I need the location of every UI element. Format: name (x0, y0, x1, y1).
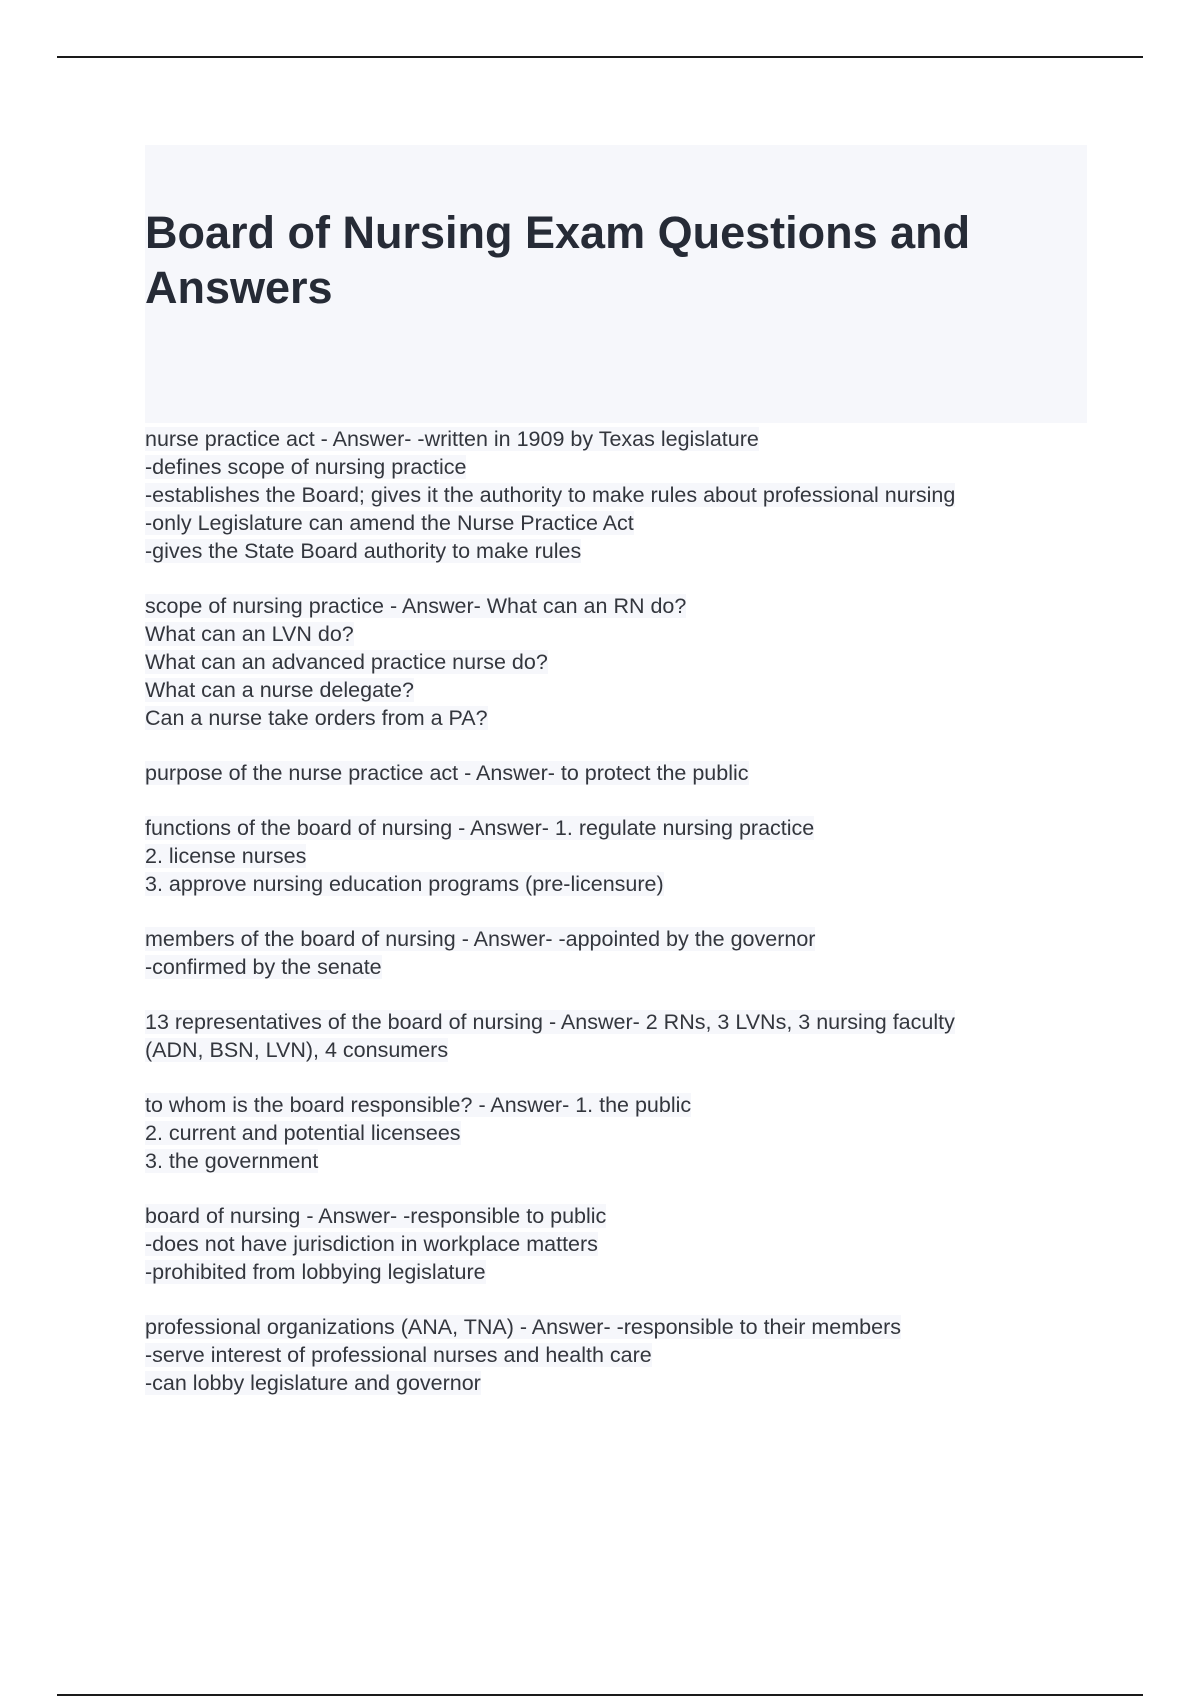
qa-entry-members (145, 925, 1105, 981)
top-rule (57, 56, 1143, 58)
qa-line: -establishes the Board; gives it the authority to make rules about professional nursing (145, 483, 956, 507)
qa-line: 3. the government (145, 1149, 319, 1173)
qa-line: board of nursing - Answer- -responsible to public (145, 1204, 607, 1228)
qa-line: members of the board of nursing - Answer- -appointed by the governor (145, 927, 816, 951)
qa-line: -does not have jurisdiction in workplace matters (145, 1232, 598, 1256)
qa-line: 13 representatives of the board of nursing - Answer- 2 RNs, 3 LVNs, 3 nursing faculty (145, 1010, 955, 1034)
qa-entry-responsible-to (145, 1091, 1105, 1175)
qa-line: -only Legislature can amend the Nurse Practice Act (145, 511, 634, 535)
qa-entry-scope-of-practice (145, 592, 1105, 732)
qa-line: What can an advanced practice nurse do? (145, 650, 548, 674)
qa-line: -prohibited from lobbying legislature (145, 1260, 486, 1284)
qa-line: -serve interest of professional nurses and health care (145, 1343, 652, 1367)
qa-entry-nurse-practice-act (145, 425, 1105, 565)
qa-line: 2. license nurses (145, 844, 307, 868)
bottom-rule (57, 1694, 1143, 1696)
qa-entry-representatives (145, 1008, 1105, 1064)
qa-line: 3. approve nursing education programs (pre-licensure) (145, 872, 664, 896)
qa-line: purpose of the nurse practice act - Answer- to protect the public (145, 761, 749, 785)
qa-line: Can a nurse take orders from a PA? (145, 706, 488, 730)
qa-line: to whom is the board responsible? - Answer- 1. the public (145, 1093, 692, 1117)
qa-entry-professional-organizations (145, 1313, 1105, 1397)
qa-line: professional organizations (ANA, TNA) - Answer- -responsible to their members (145, 1315, 901, 1339)
qa-line: -defines scope of nursing practice (145, 455, 467, 479)
qa-line: -confirmed by the senate (145, 955, 382, 979)
page-title: Board of Nursing Exam Questions and Answers (145, 207, 971, 313)
qa-line: What can a nurse delegate? (145, 678, 414, 702)
qa-line: scope of nursing practice - Answer- What can an RN do? (145, 594, 687, 618)
qa-entry-purpose (145, 759, 1105, 787)
qa-line: What can an LVN do? (145, 622, 354, 646)
qa-line: -can lobby legislature and governor (145, 1371, 481, 1395)
qa-content (145, 425, 1105, 1424)
qa-line: functions of the board of nursing - Answer- 1. regulate nursing practice (145, 816, 815, 840)
qa-entry-board-of-nursing (145, 1202, 1105, 1286)
qa-line: 2. current and potential licensees (145, 1121, 461, 1145)
qa-entry-functions (145, 814, 1105, 898)
qa-line: -gives the State Board authority to make rules (145, 539, 582, 563)
title-block (145, 145, 1087, 423)
qa-line: (ADN, BSN, LVN), 4 consumers (145, 1038, 449, 1062)
qa-line: nurse practice act - Answer- -written in 1909 by Texas legislature (145, 427, 759, 451)
